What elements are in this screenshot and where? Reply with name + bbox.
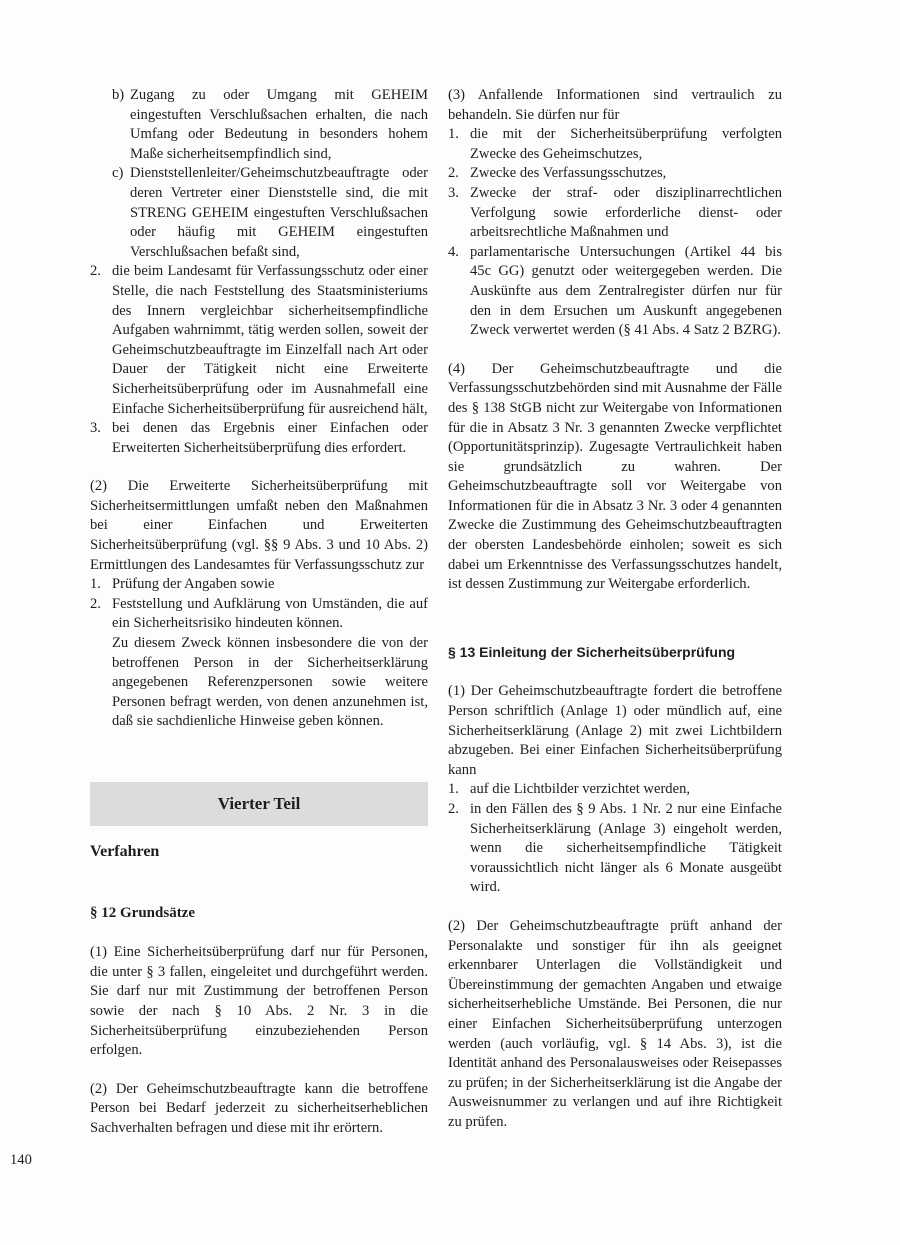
item-number: 2. [90,595,101,612]
left-column [90,86,428,1139]
part-subtitle: Verfahren [90,843,160,860]
part-title-band [90,782,428,826]
paragraph-continuation: Zu diesem Zweck können insbesondere die von der betroffenen Person in der Sicherheitserklärung angegebenen Referenzpersonen sowie weitere Personen befragt werden, von denen anzunehmen ist, daß sie sachdienliche Hinweise geben können. [112,635,428,730]
item-letter: c) [112,165,124,182]
list-item [448,780,782,800]
item-text: Zugang zu oder Umgang mit GEHEIM eingestuften Verschlußsachen erhalten, die nach Umfang oder Bedeutung in besonders hohem Maße sicherheitsempfindlich sind, [130,87,428,162]
item-text: Dienststellenleiter/Geheimschutzbeauftragte oder deren Vertreter einer Dienststelle sind, die mit STRENG GEHEIM eingestuften Verschlußsachen oder häufig mit GEHEIM eingestuften Verschlußsachen befaßt sind, [130,165,428,260]
list-item [448,164,782,184]
item-number: 3. [448,184,459,201]
page-number: 140 [10,1152,32,1168]
item-number: 1. [448,781,459,798]
item-text: Feststellung und Aufklärung von Umständen, die auf ein Sicherheitsrisiko hindeuten können. [112,595,428,632]
item-text: in den Fällen des § 9 Abs. 1 Nr. 2 nur eine Einfache Sicherheitserklärung (Anlage 3) eingeholt werden, wenn die sicherheitsempfindliche Tätigkeit voraussichtlich nicht länger als 6 Monate ausgeübt wird. [470,801,782,896]
item-text: die beim Landesamt für Verfassungsschutz oder einer Stelle, die nach Feststellung des Staatsministeriums des Innern vergleichbar sicherheitsempfindliche Aufgaben wahrnimmt, tätig werden sollen, soweit der Geheimschutzbeauftragte im Einzelfall nach Art oder Dauer der Tätigkeit nicht eine Erweiterte Sicherheitsüberprüfung oder im Ausnahmefall eine Einfache Sicherheitsüberprüfung für ausreichend hält, [112,263,428,417]
item-number: 4. [448,243,459,260]
list-item [90,262,428,419]
numbered-list [90,575,428,634]
paragraph-intro: (2) Die Erweiterte Sicherheitsüberprüfung mit Sicherheitsermittlungen umfaßt neben den Maßnahmen bei einer Einfachen und Erweiterten Sicherheitsüberprüfung (vgl. §§ 9 Abs. 3 und 10 Abs. 2) Ermittlungen des Landesamtes für Verfassungsschutz zur [90,478,428,573]
item-letter: b) [112,87,125,103]
item-text: Prüfung der Angaben sowie [112,576,275,593]
paragraph-intro: (3) Anfallende Informationen sind vertraulich zu behandeln. Sie dürfen nur für [448,87,782,123]
list-item [448,125,782,164]
list-item [90,575,428,595]
right-column [448,86,782,1133]
section-12-paragraph-1: (1) Eine Sicherheitsüberprüfung darf nur für Personen, die unter § 3 fallen, eingeleitet und durchgeführt werden. Sie darf nur mit Zustimmung der betroffenen Person sowie der nach § 10 Abs. 2 Nr. 3 in die Sicherheitsüberprüfung einzubeziehenden Person erfolgen. [90,944,428,1059]
item-number: 1. [90,576,101,593]
list-item [90,419,428,458]
part-title: Vierter Teil [217,794,301,814]
item-number: 2. [448,801,459,817]
item-text: bei denen das Ergebnis einer Einfachen oder Erweiterten Sicherheitsüberprüfung dies erfordert. [112,420,428,456]
item-number: 3. [90,420,101,437]
sub-list [112,86,428,262]
list-item [448,184,782,243]
item-text: die mit der Sicherheitsüberprüfung verfolgten Zwecke des Geheimschutzes, [470,126,782,162]
list-item [112,164,428,262]
item-text: Zwecke der straf- oder disziplinarrechtlichen Verfolgung sowie erforderliche dienst- oder arbeitsrechtliche Maßnahmen und [470,184,782,241]
item-number: 1. [448,126,459,143]
paragraph-3 [448,86,782,341]
item-number: 2. [90,263,101,280]
numbered-list [90,262,428,458]
section-13-title: § 13 Einleitung der Sicherheitsüberprüfung [448,643,736,660]
paragraph-4: (4) Der Geheimschutzbeauftragte und die Verfassungsschutzbehörden sind mit Ausnahme der Fälle des § 138 StGB nicht zur Weitergabe von Informationen für die in Absatz 3 Nr. 3 genannten Zwecke verpflichtet (Opportunitätsprinzip). Zugesagte Vertraulichkeit haben sie grundsätzlich zu wahren. Der Geheimschutzbeauftragte soll vor Weitergabe von Informationen für die in Absatz 3 Nr. 3 oder 4 genannten Zwecke die Zustimmung des Geheimschutzbeauftragten der obersten Landesbehörde einholen; soweit es sich dabei um Erkenntnisse des Verfassungsschutzes handelt, ist dessen Zustimmung zur Weitergabe erforderlich. [448,360,782,593]
item-number: 2. [448,165,459,182]
paragraph-2 [90,477,428,732]
section-13-paragraph-2: (2) Der Geheimschutzbeauftragte prüft anhand der Personalakte und sonstiger für ihn als geeignet erkennbarer Unterlagen die Vollständigkeit und Übereinstimmung der gemachten Angaben und etwaige sicherheitserhebliche Umstände. Bei Personen, die nur einer Einfachen Sicherheitsüberprüfung unterzogen werden (auch vorläufig, vgl. § 14 Abs. 3), ist die Identität anhand des Personalausweises oder Reisepasses zu prüfen; in der Sicherheitserklärung ist die Angabe der Ausweisnummer zu verlangen und auf ihre Richtigkeit zu prüfen. [448,917,782,1130]
paragraph-intro: (1) Der Geheimschutzbeauftragte fordert die betroffene Person schriftlich (Anlage 1) oder mündlich auf, eine Sicherheitserklärung (Anlage 2) mit zwei Lichtbildern abzugeben. Bei einer Einfachen Sicherheitsüberprüfung kann [448,683,782,778]
list-item [90,595,428,634]
section-12-title: § 12 Grundsätze [90,904,195,921]
item-text: auf die Lichtbilder verzichtet werden, [470,781,691,798]
numbered-list [448,125,782,341]
section-12-paragraph-2: (2) Der Geheimschutzbeauftragte kann die betroffene Person bei Bedarf jederzeit zu sicherheitserheblichen Sachverhalten befragen und diese mit ihr erörtern. [90,1080,428,1136]
item-text: Zwecke des Verfassungsschutzes, [470,165,667,182]
list-item [112,86,428,164]
item-text: parlamentarische Untersuchungen (Artikel 44 bis 45c GG) genutzt oder weitergegeben werden. Die Auskünfte aus dem Zentralregister dürfen nur für den in dem Ersuchen um Auskunft angegebenen Zweck verwertet werden (§ 41 Abs. 4 Satz 2 BZRG). [470,243,782,339]
numbered-list [448,780,782,898]
list-item [448,243,782,341]
list-item [448,800,782,898]
section-13-paragraph-1 [448,682,782,898]
